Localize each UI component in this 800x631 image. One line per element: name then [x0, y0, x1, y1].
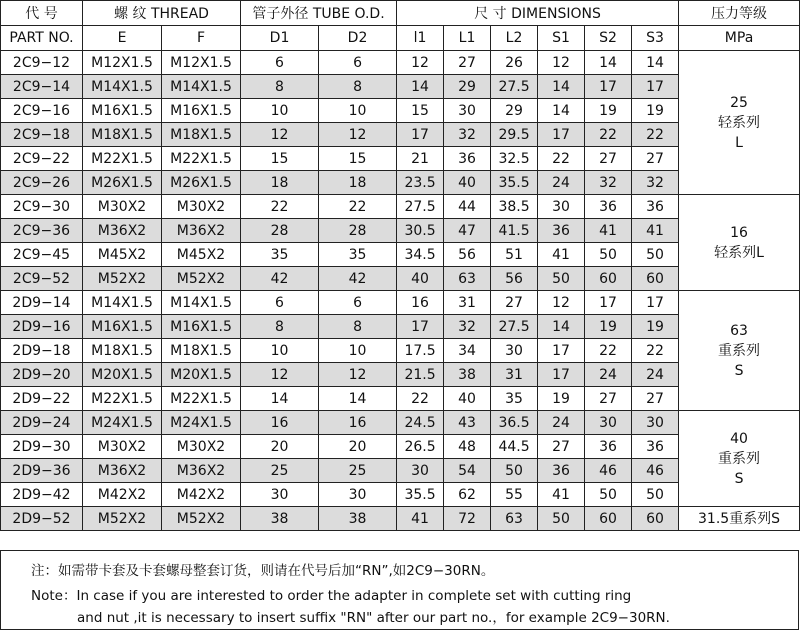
table-row [1, 411, 800, 435]
cell-thread-f: M20X1.5 [162, 363, 241, 387]
cell-s2: 19 [585, 99, 632, 123]
pressure-value: 31.5重系列S [698, 510, 781, 527]
table-body [1, 51, 800, 531]
cell-l2: 56 [491, 267, 538, 291]
cell-part-no: 2D9−52 [1, 507, 83, 531]
cell-d2: 12 [319, 363, 397, 387]
cell-l1-lower: 14 [397, 75, 444, 99]
cell-s2: 41 [585, 219, 632, 243]
cell-l2: 55 [491, 483, 538, 507]
cell-l2: 30 [491, 339, 538, 363]
cell-thread-f: M26X1.5 [162, 171, 241, 195]
cell-pressure-group [679, 51, 800, 195]
cell-l2: 50 [491, 459, 538, 483]
cell-s3: 36 [632, 435, 679, 459]
header-d2: D2 [319, 26, 397, 51]
pressure-code: L [735, 134, 743, 151]
cell-s3: 27 [632, 387, 679, 411]
cell-part-no: 2C9−22 [1, 147, 83, 171]
table-row [1, 291, 800, 315]
cell-thread-e: M36X2 [83, 219, 162, 243]
cell-pressure-group [679, 195, 800, 291]
cell-part-no: 2D9−14 [1, 291, 83, 315]
cell-l1-lower: 23.5 [397, 171, 444, 195]
cell-thread-f: M16X1.5 [162, 99, 241, 123]
cell-l1: 72 [444, 507, 491, 531]
cell-d2: 38 [319, 507, 397, 531]
cell-part-no: 2C9−18 [1, 123, 83, 147]
cell-part-no: 2D9−16 [1, 315, 83, 339]
cell-thread-f: M45X2 [162, 243, 241, 267]
cell-s3: 41 [632, 219, 679, 243]
cell-l1: 27 [444, 51, 491, 75]
header-l2: L2 [491, 26, 538, 51]
pressure-series: 轻系列 [718, 114, 761, 131]
header-code: 代 号 [1, 1, 83, 26]
cell-d1: 8 [241, 315, 319, 339]
cell-l1-lower: 17 [397, 123, 444, 147]
pressure-value: 40 [730, 430, 748, 447]
cell-l1: 54 [444, 459, 491, 483]
cell-l1: 47 [444, 219, 491, 243]
cell-d2: 14 [319, 387, 397, 411]
cell-d2: 28 [319, 219, 397, 243]
cell-thread-e: M16X1.5 [83, 315, 162, 339]
cell-l1-lower: 12 [397, 51, 444, 75]
cell-d1: 18 [241, 171, 319, 195]
cell-s1: 30 [538, 195, 585, 219]
table-row [1, 51, 800, 75]
pressure-series: 重系列 [718, 450, 761, 467]
cell-d2: 15 [319, 147, 397, 171]
pressure-code: S [734, 362, 744, 379]
cell-l2: 38.5 [491, 195, 538, 219]
cell-l1-lower: 21.5 [397, 363, 444, 387]
pressure-code: S [734, 470, 744, 487]
cell-l2: 36.5 [491, 411, 538, 435]
cell-s2: 24 [585, 363, 632, 387]
cell-s1: 36 [538, 459, 585, 483]
cell-s1: 12 [538, 51, 585, 75]
cell-s2: 50 [585, 483, 632, 507]
cell-l2: 44.5 [491, 435, 538, 459]
cell-d1: 14 [241, 387, 319, 411]
cell-s2: 22 [585, 123, 632, 147]
cell-l1: 48 [444, 435, 491, 459]
cell-s1: 24 [538, 171, 585, 195]
cell-l1-lower: 26.5 [397, 435, 444, 459]
cell-d1: 25 [241, 459, 319, 483]
cell-pressure-group [679, 411, 800, 507]
cell-s1: 41 [538, 243, 585, 267]
cell-s2: 32 [585, 171, 632, 195]
header-l1: L1 [444, 26, 491, 51]
cell-d2: 6 [319, 51, 397, 75]
cell-thread-f: M12X1.5 [162, 51, 241, 75]
cell-l1: 34 [444, 339, 491, 363]
cell-d2: 8 [319, 75, 397, 99]
cell-part-no: 2C9−16 [1, 99, 83, 123]
pressure-series: 重系列 [718, 342, 761, 359]
cell-d1: 10 [241, 339, 319, 363]
cell-d2: 30 [319, 483, 397, 507]
cell-l2: 26 [491, 51, 538, 75]
cell-thread-f: M30X2 [162, 435, 241, 459]
cell-thread-f: M36X2 [162, 219, 241, 243]
cell-thread-f: M14X1.5 [162, 291, 241, 315]
cell-l2: 27 [491, 291, 538, 315]
cell-part-no: 2C9−12 [1, 51, 83, 75]
cell-thread-e: M42X2 [83, 483, 162, 507]
cell-s2: 22 [585, 339, 632, 363]
cell-l1-lower: 21 [397, 147, 444, 171]
cell-l2: 51 [491, 243, 538, 267]
cell-thread-f: M42X2 [162, 483, 241, 507]
cell-s2: 27 [585, 387, 632, 411]
cell-s1: 50 [538, 267, 585, 291]
cell-d1: 30 [241, 483, 319, 507]
cell-thread-e: M45X2 [83, 243, 162, 267]
cell-part-no: 2D9−30 [1, 435, 83, 459]
cell-s1: 22 [538, 147, 585, 171]
cell-l1-lower: 27.5 [397, 195, 444, 219]
cell-d2: 10 [319, 99, 397, 123]
cell-d2: 22 [319, 195, 397, 219]
header-dimensions: 尺 寸 DIMENSIONS [397, 1, 679, 26]
cell-s1: 19 [538, 387, 585, 411]
cell-s1: 17 [538, 123, 585, 147]
cell-d1: 35 [241, 243, 319, 267]
cell-s3: 17 [632, 291, 679, 315]
cell-thread-e: M16X1.5 [83, 99, 162, 123]
cell-d2: 16 [319, 411, 397, 435]
cell-l1-lower: 34.5 [397, 243, 444, 267]
cell-thread-f: M22X1.5 [162, 387, 241, 411]
cell-d2: 10 [319, 339, 397, 363]
table-row [1, 195, 800, 219]
cell-d1: 22 [241, 195, 319, 219]
cell-s3: 46 [632, 459, 679, 483]
cell-thread-f: M24X1.5 [162, 411, 241, 435]
header-s2: S2 [585, 26, 632, 51]
cell-l2: 27.5 [491, 315, 538, 339]
cell-s2: 30 [585, 411, 632, 435]
header-f: F [162, 26, 241, 51]
cell-l2: 29 [491, 99, 538, 123]
cell-d2: 25 [319, 459, 397, 483]
cell-thread-e: M18X1.5 [83, 123, 162, 147]
header-s3: S3 [632, 26, 679, 51]
cell-thread-e: M18X1.5 [83, 339, 162, 363]
cell-l1-lower: 41 [397, 507, 444, 531]
header-unit: MPa [679, 26, 800, 51]
cell-d1: 12 [241, 123, 319, 147]
cell-s3: 60 [632, 267, 679, 291]
cell-thread-f: M18X1.5 [162, 123, 241, 147]
header-pressure: 压力等级 [679, 1, 800, 26]
cell-l1-lower: 24.5 [397, 411, 444, 435]
cell-l1: 56 [444, 243, 491, 267]
cell-d1: 16 [241, 411, 319, 435]
cell-l1: 29 [444, 75, 491, 99]
cell-thread-e: M24X1.5 [83, 411, 162, 435]
cell-thread-e: M22X1.5 [83, 387, 162, 411]
cell-d2: 18 [319, 171, 397, 195]
cell-s2: 36 [585, 435, 632, 459]
cell-part-no: 2D9−36 [1, 459, 83, 483]
cell-thread-e: M30X2 [83, 195, 162, 219]
cell-d1: 8 [241, 75, 319, 99]
header-d1: D1 [241, 26, 319, 51]
cell-s2: 60 [585, 507, 632, 531]
header-tube-od: 管子外径 TUBE O.D. [241, 1, 397, 26]
cell-s1: 17 [538, 339, 585, 363]
cell-part-no: 2D9−24 [1, 411, 83, 435]
cell-thread-e: M26X1.5 [83, 171, 162, 195]
note-english-line1: Note：In case if you are interested to order the adapter in complete set with cutting ring [31, 588, 632, 604]
cell-l1: 32 [444, 315, 491, 339]
cell-d2: 6 [319, 291, 397, 315]
cell-d2: 35 [319, 243, 397, 267]
cell-part-no: 2D9−22 [1, 387, 83, 411]
cell-s2: 17 [585, 291, 632, 315]
cell-l1: 32 [444, 123, 491, 147]
cell-thread-f: M30X2 [162, 195, 241, 219]
cell-d1: 12 [241, 363, 319, 387]
cell-thread-f: M14X1.5 [162, 75, 241, 99]
cell-l1: 43 [444, 411, 491, 435]
cell-thread-f: M52X2 [162, 507, 241, 531]
cell-l1-lower: 15 [397, 99, 444, 123]
cell-s3: 50 [632, 483, 679, 507]
cell-l2: 35.5 [491, 171, 538, 195]
cell-thread-e: M52X2 [83, 267, 162, 291]
cell-l2: 31 [491, 363, 538, 387]
cell-s3: 22 [632, 339, 679, 363]
cell-part-no: 2D9−20 [1, 363, 83, 387]
header-part-no: PART NO. [1, 26, 83, 51]
cell-l1-lower: 17.5 [397, 339, 444, 363]
cell-l2: 63 [491, 507, 538, 531]
cell-s2: 50 [585, 243, 632, 267]
cell-d1: 6 [241, 51, 319, 75]
cell-s2: 27 [585, 147, 632, 171]
cell-d1: 38 [241, 507, 319, 531]
cell-l1-lower: 30 [397, 459, 444, 483]
cell-thread-e: M30X2 [83, 435, 162, 459]
cell-thread-e: M14X1.5 [83, 75, 162, 99]
cell-thread-e: M36X2 [83, 459, 162, 483]
cell-l2: 35 [491, 387, 538, 411]
cell-d2: 20 [319, 435, 397, 459]
cell-s1: 12 [538, 291, 585, 315]
header-e: E [83, 26, 162, 51]
cell-d2: 12 [319, 123, 397, 147]
cell-d1: 20 [241, 435, 319, 459]
cell-s1: 17 [538, 363, 585, 387]
cell-s1: 36 [538, 219, 585, 243]
cell-s3: 19 [632, 315, 679, 339]
cell-part-no: 2C9−36 [1, 219, 83, 243]
cell-d1: 6 [241, 291, 319, 315]
cell-s1: 14 [538, 75, 585, 99]
cell-part-no: 2C9−30 [1, 195, 83, 219]
cell-d1: 10 [241, 99, 319, 123]
table-row [1, 507, 800, 531]
cell-s3: 30 [632, 411, 679, 435]
cell-s3: 22 [632, 123, 679, 147]
cell-l1: 36 [444, 147, 491, 171]
cell-s1: 41 [538, 483, 585, 507]
cell-l1: 40 [444, 387, 491, 411]
cell-s2: 36 [585, 195, 632, 219]
cell-part-no: 2C9−45 [1, 243, 83, 267]
note-english-line2: and nut ,it is necessary to insert suffix "RN" after our part no.，for example 2C9−30RN. [77, 610, 670, 626]
cell-s2: 14 [585, 51, 632, 75]
cell-l1: 63 [444, 267, 491, 291]
cell-part-no: 2C9−14 [1, 75, 83, 99]
cell-s3: 17 [632, 75, 679, 99]
cell-thread-f: M18X1.5 [162, 339, 241, 363]
cell-thread-f: M22X1.5 [162, 147, 241, 171]
cell-part-no: 2D9−42 [1, 483, 83, 507]
cell-l2: 32.5 [491, 147, 538, 171]
pressure-value: 25 [730, 94, 748, 111]
pressure-value: 16 [730, 224, 748, 241]
cell-pressure-group [679, 507, 800, 531]
cell-d1: 28 [241, 219, 319, 243]
cell-s3: 50 [632, 243, 679, 267]
cell-l1-lower: 17 [397, 315, 444, 339]
cell-s1: 14 [538, 315, 585, 339]
cell-s1: 24 [538, 411, 585, 435]
notes-box [0, 550, 799, 630]
pressure-series: 轻系列L [714, 244, 764, 261]
cell-thread-e: M12X1.5 [83, 51, 162, 75]
cell-s2: 60 [585, 267, 632, 291]
cell-l1: 40 [444, 171, 491, 195]
header-thread: 螺 纹 THREAD [83, 1, 241, 26]
cell-s3: 60 [632, 507, 679, 531]
table-header [1, 1, 800, 51]
cell-s1: 14 [538, 99, 585, 123]
note-chinese: 注：如需带卡套及卡套螺母整套订货，则请在代号后加“RN”,如2C9−30RN。 [31, 563, 495, 579]
cell-part-no: 2C9−52 [1, 267, 83, 291]
cell-part-no: 2C9−26 [1, 171, 83, 195]
cell-s3: 19 [632, 99, 679, 123]
cell-thread-e: M14X1.5 [83, 291, 162, 315]
cell-d1: 15 [241, 147, 319, 171]
cell-d2: 42 [319, 267, 397, 291]
cell-pressure-group [679, 291, 800, 411]
cell-l1-lower: 30.5 [397, 219, 444, 243]
cell-s3: 24 [632, 363, 679, 387]
cell-s3: 36 [632, 195, 679, 219]
cell-l1: 31 [444, 291, 491, 315]
cell-l2: 41.5 [491, 219, 538, 243]
cell-s1: 27 [538, 435, 585, 459]
header-l1-lower: l1 [397, 26, 444, 51]
header-s1: S1 [538, 26, 585, 51]
cell-l1: 44 [444, 195, 491, 219]
cell-thread-f: M36X2 [162, 459, 241, 483]
cell-l1: 62 [444, 483, 491, 507]
cell-s2: 17 [585, 75, 632, 99]
cell-d2: 8 [319, 315, 397, 339]
cell-l2: 29.5 [491, 123, 538, 147]
cell-l1-lower: 40 [397, 267, 444, 291]
cell-thread-e: M22X1.5 [83, 147, 162, 171]
cell-l1-lower: 16 [397, 291, 444, 315]
cell-l2: 27.5 [491, 75, 538, 99]
cell-l1-lower: 35.5 [397, 483, 444, 507]
cell-thread-e: M20X1.5 [83, 363, 162, 387]
cell-s2: 19 [585, 315, 632, 339]
cell-s3: 14 [632, 51, 679, 75]
cell-s3: 27 [632, 147, 679, 171]
cell-part-no: 2D9−18 [1, 339, 83, 363]
pressure-value: 63 [730, 322, 748, 339]
cell-thread-f: M52X2 [162, 267, 241, 291]
cell-thread-f: M16X1.5 [162, 315, 241, 339]
cell-l1: 38 [444, 363, 491, 387]
cell-l1-lower: 22 [397, 387, 444, 411]
cell-s3: 32 [632, 171, 679, 195]
cell-thread-e: M52X2 [83, 507, 162, 531]
cell-l1: 30 [444, 99, 491, 123]
cell-s1: 50 [538, 507, 585, 531]
cell-s2: 46 [585, 459, 632, 483]
cell-d1: 42 [241, 267, 319, 291]
